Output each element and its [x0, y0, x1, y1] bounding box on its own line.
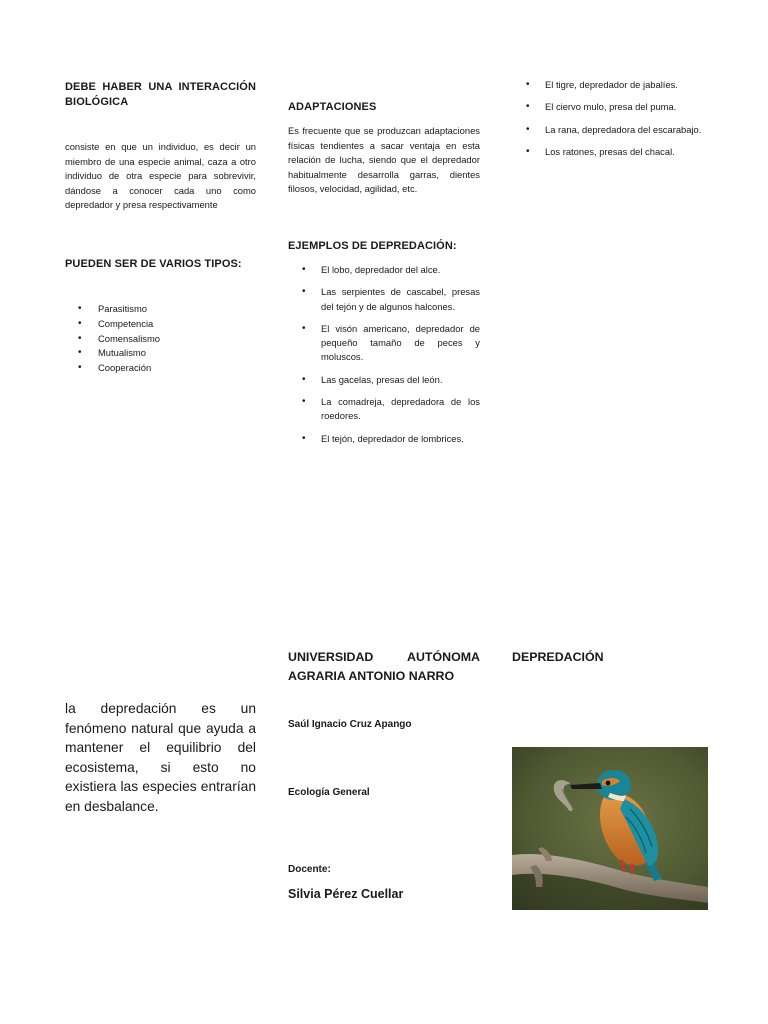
teacher-label: Docente: — [288, 864, 331, 875]
kingfisher-photo — [512, 747, 708, 910]
closing-paragraph: la depredación es un fenómeno natural que ayuda a mantener el equilibrio del ecosistema, si esto no existiera las especies entrarían en desbalance. — [65, 701, 256, 814]
heading-adaptaciones: ADAPTACIONES — [288, 101, 377, 113]
list-item: • La comadreja, depredadora de los roedores. — [288, 395, 480, 424]
list-item: • Competencia — [65, 317, 256, 332]
list-item: • Mutualismo — [65, 346, 256, 361]
list-item: • Comensalismo — [65, 332, 256, 347]
student-name: Saúl Ignacio Cruz Apango — [288, 719, 412, 730]
heading-ejemplos: EJEMPLOS DE DEPREDACIÓN: — [288, 240, 457, 252]
examples-list — [288, 263, 480, 454]
paragraph-interaccion: consiste en que un individuo, es decir un miembro de una especie animal, caza a otro individuo de otra especie para sobrevivir, dándose a conocer cada uno como depredador y presa respectivamente — [65, 141, 256, 210]
list-item: • El lobo, depredador del alce. — [288, 263, 480, 277]
list-item: • Cooperación — [65, 361, 256, 376]
list-item: • La rana, depredadora del escarabajo. — [512, 123, 704, 137]
types-list — [65, 302, 256, 376]
list-item: • Parasitismo — [65, 302, 256, 317]
university-name: UNIVERSIDAD AUTÓNOMA AGRARIA ANTONIO NARRO — [288, 650, 480, 683]
list-item: • El ciervo mulo, presa del puma. — [512, 100, 704, 114]
list-item: • El tejón, depredador de lombrices. — [288, 432, 480, 446]
cover-title: DEPREDACIÓN — [512, 650, 604, 664]
paragraph-adaptaciones: Es frecuente que se produzcan adaptaciones físicas tendientes a sacar ventaja en esta relación de lucha, siendo que el depredador habitualmente desarrolla garras, dientes filosos, velocidad, agilidad, etc. — [288, 125, 480, 194]
kingfisher-icon — [512, 747, 708, 910]
list-item: • El visón americano, depredador de pequeño tamaño de peces y moluscos. — [288, 322, 480, 365]
list-item: • Las gacelas, presas del león. — [288, 373, 480, 387]
course-name: Ecología General — [288, 787, 370, 798]
teacher-name: Silvia Pérez Cuellar — [288, 887, 404, 901]
heading-interaccion: DEBE HABER UNA INTERACCIÓN BIOLÓGICA — [65, 81, 256, 108]
list-item: • Los ratones, presas del chacal. — [512, 145, 704, 159]
list-item: • El tigre, depredador de jabalíes. — [512, 78, 704, 92]
examples-list-continued — [512, 78, 704, 167]
list-item: • Las serpientes de cascabel, presas del tejón y de algunos halcones. — [288, 285, 480, 314]
heading-tipos: PUEDEN SER DE VARIOS TIPOS: — [65, 258, 242, 270]
